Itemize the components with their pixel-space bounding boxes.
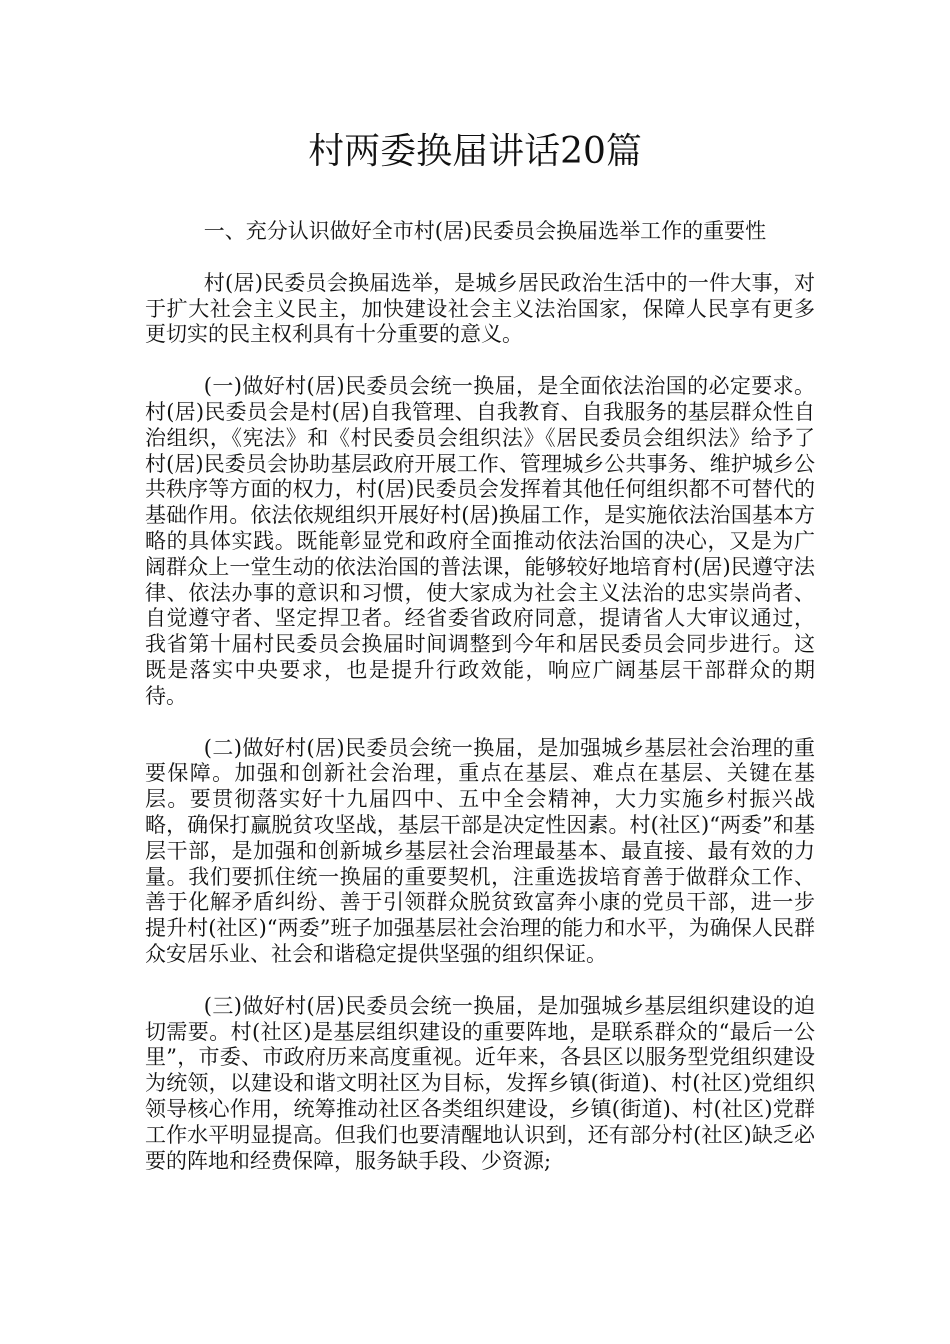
paragraph-point-1: (一)做好村(居)民委员会统一换届，是全面依法治国的必定要求。村(居)民委员会是村(居)自我管理、自我教育、自我服务的基层群众性自治组织，《宪法》和《村民委员会组织法》《居民委员会组织法》给予了村(居)民委员会协助基层政府开展工作、管理城乡公共事务、维护城乡公共秩序等方面的权力，村(居)民委员会发挥着其他任何组织都不可替代的基础作用。依法依规组织开展好村(居)换届工作，是实施依法治国基本方略的具体实践。既能彰显党和政府全面推动依法治国的决心，又是为广阔群众上一堂生动的依法治国的普法课，能够较好地培育村(居)民遵守法律、依法办事的意识和习惯，使大家成为社会主义法治的忠实崇尚者、自觉遵守者、坚定捍卫者。经省委省政府同意，提请省人大审议通过，我省第十届村民委员会换届时间调整到今年和居民委员会同步进行。这既是落实中央要求，也是提升行政效能，响应广阔基层干部群众的期待。: [145, 374, 815, 708]
document-body: [145, 219, 815, 1200]
document-title: 村两委换届讲话20篇: [308, 131, 642, 172]
paragraph-intro: 村(居)民委员会换届选举，是城乡居民政治生活中的一件大事，对于扩大社会主义民主，加快建设社会主义法治国家，保障人民享有更多更切实的民主权利具有十分重要的意义。: [145, 270, 815, 347]
section-heading: 一、充分认识做好全市村(居)民委员会换届选举工作的重要性: [203, 219, 767, 243]
paragraph-point-3: (三)做好村(居)民委员会统一换届，是加强城乡基层组织建设的迫切需要。村(社区)是基层组织建设的重要阵地，是联系群众的“最后一公里”，市委、市政府历来高度重视。近年来，各县区以服务型党组织建设为统领，以建设和谐文明社区为目标，发挥乡镇(街道)、村(社区)党组织领导核心作用，统筹推动社区各类组织建设，乡镇(街道)、村(社区)党群工作水平明显提高。但我们也要清醒地认识到，还有部分村(社区)缺乏必要的阵地和经费保障，服务缺手段、少资源;: [145, 993, 815, 1173]
paragraph-point-2: (二)做好村(居)民委员会统一换届，是加强城乡基层社会治理的重要保障。加强和创新社会治理，重点在基层、难点在基层、关键在基层。要贯彻落实好十九届四中、五中全会精神，大力实施乡村振兴战略，确保打赢脱贫攻坚战，基层干部是决定性因素。村(社区)“两委”和基层干部，是加强和创新城乡基层社会治理最基本、最直接、最有效的力量。我们要抓住统一换届的重要契机，注重选拔培育善于做群众工作、善于化解矛盾纠纷、善于引领群众脱贫致富奔小康的党员干部，进一步提升村(社区)“两委”班子加强基层社会治理的能力和水平，为确保人民群众安居乐业、社会和谐稳定提供坚强的组织保证。: [145, 735, 815, 966]
